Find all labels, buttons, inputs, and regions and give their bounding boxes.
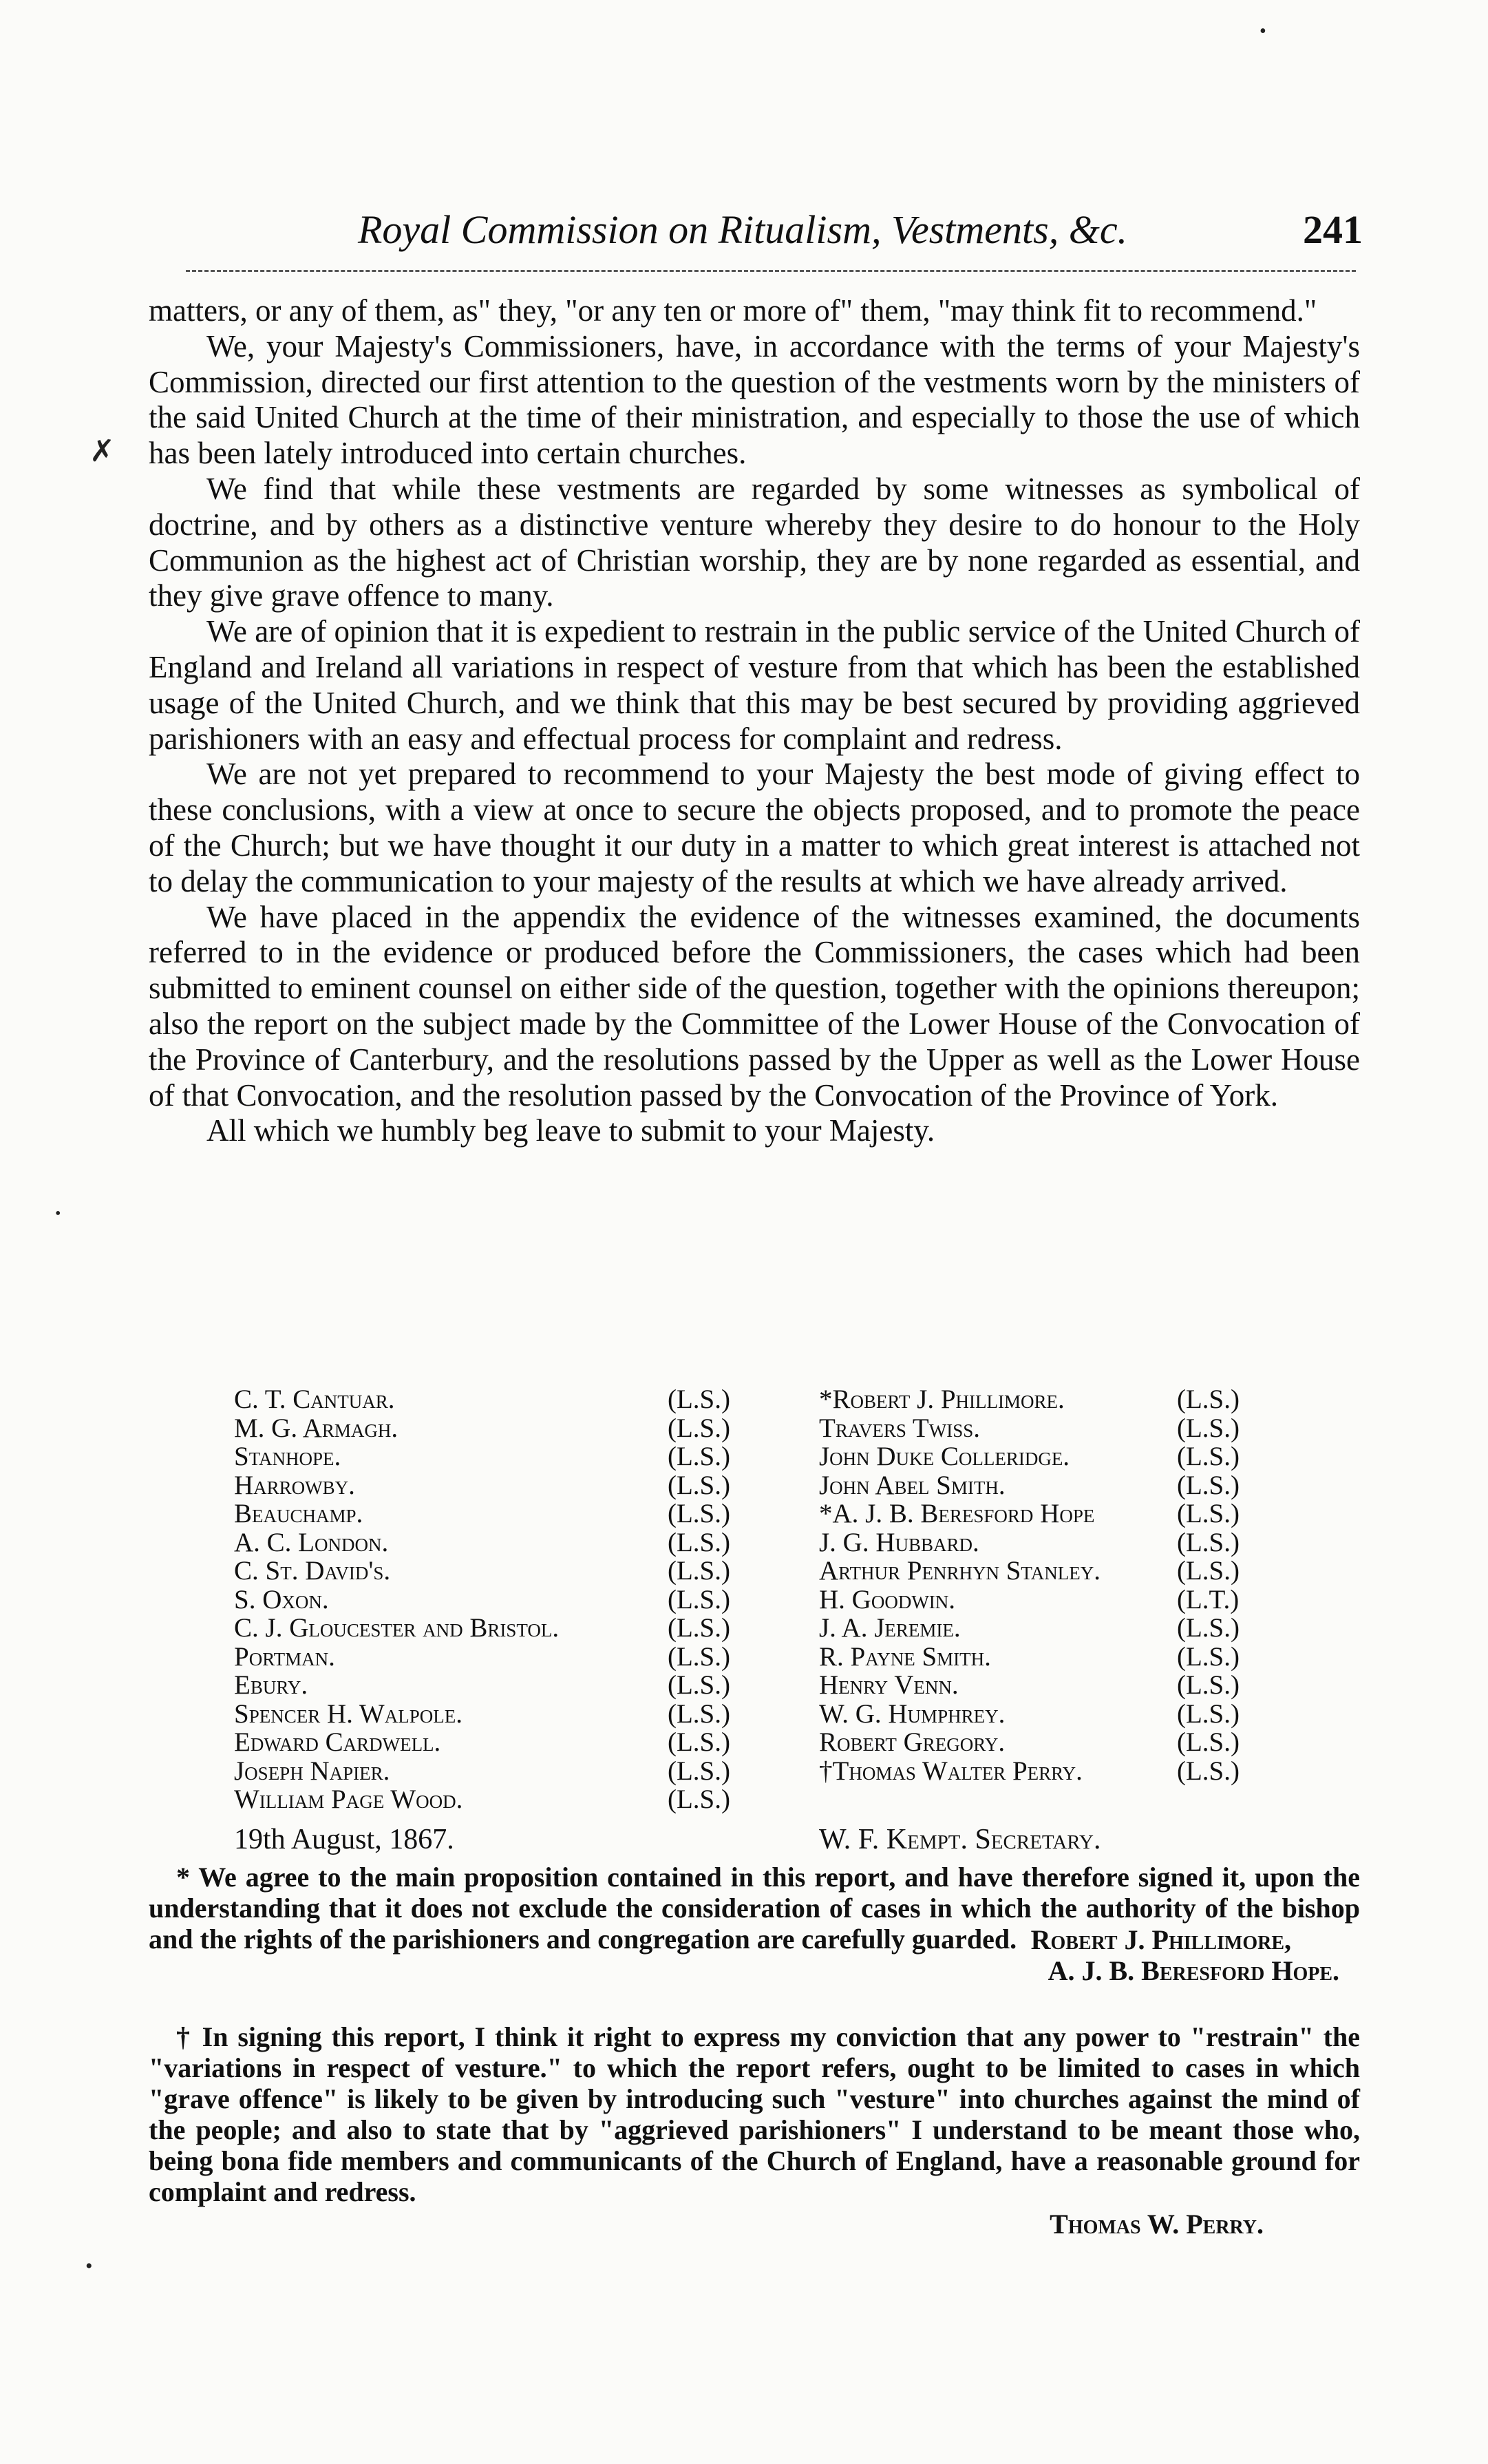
seal-mark: (L.S.) <box>668 1470 730 1500</box>
seal-mark: (L.S.) <box>1177 1470 1240 1500</box>
footnote-dagger <box>149 2021 1360 2240</box>
signatory-name: Beauchamp. <box>234 1499 363 1528</box>
seal-mark: (L.S.) <box>1177 1641 1240 1672</box>
signatory-name: H. Goodwin. <box>819 1584 956 1614</box>
signature-row <box>234 1384 1253 1413</box>
signatory-name: Joseph Napier. <box>234 1756 390 1786</box>
page-number: 241 <box>1303 207 1363 252</box>
signature-row <box>234 1584 1253 1613</box>
footnote-text: † In signing this report, I think it right to express my conviction that any power to "restrain" the "variations in respect of vesture." to which the report refers, ought to be limited to cases in which "grave offence" is likely to be given by introducing such "vesture" into churches against the mind of the people; and also to state that by "aggrieved parishioners" I understand to be meant those who, being bona fide members and communicants of the Church of England, have a reasonable ground for complaint and redress. <box>149 2021 1360 2207</box>
signatory-name: C. J. Gloucester and Bristol. <box>234 1613 560 1643</box>
signature-row <box>234 1641 1253 1670</box>
paragraph: matters, or any of them, as" they, "or any ten or more of" them, "may think fit to recommend." <box>149 293 1317 328</box>
signatory-name: *A. J. B. Beresford Hope <box>819 1499 1095 1528</box>
signatory-name: Stanhope. <box>234 1442 341 1471</box>
seal-mark: (L.S.) <box>668 1413 730 1443</box>
page-title: Royal Commission on Ritualism, Vestments, &c. <box>358 207 1128 252</box>
seal-mark: (L.S.) <box>668 1670 730 1700</box>
footnote-text: * We agree to the main proposition contained in this report, and have therefore signed it, upon the understanding that it does not exclude the consideration of cases in which the authority of the bishop and the rights of the parishioners and congregation are carefully guarded. <box>149 1862 1360 1955</box>
seal-mark: (L.T.) <box>1177 1584 1240 1614</box>
signature-row <box>234 1527 1253 1556</box>
paragraph: We have placed in the appendix the evidence of the witnesses examined, the documents referred to in the evidence or produced before the Commissioners, the cases which had been submitted to eminent counsel on either side of the question, together with the opinions thereupon; also the report on the subject made by the Committee of the Lower House of the Convocation of the Province of Canterbury, and the resolutions passed by the Upper as well as the Lower House of that Convocation, and the resolution passed by the Convocation of the Province of York. <box>149 899 1360 1113</box>
signatory-name: Arthur Penrhyn Stanley. <box>819 1556 1101 1586</box>
stray-mark: • <box>55 1205 61 1223</box>
signatory-name: *Robert J. Phillimore. <box>819 1384 1065 1414</box>
signatory-name: C. T. Cantuar. <box>234 1384 395 1414</box>
signatory-name: Harrowby. <box>234 1470 355 1500</box>
header-rule <box>186 270 1356 272</box>
signatory-name: Spencer H. Walpole. <box>234 1698 463 1729</box>
signature-row <box>234 1670 1253 1698</box>
signatory-name: C. St. David's. <box>234 1556 391 1586</box>
signatory-name: A. C. London. <box>234 1527 389 1557</box>
seal-mark: (L.S.) <box>668 1641 730 1672</box>
signature-row <box>234 1784 1253 1813</box>
report-body <box>149 293 1360 1149</box>
paragraph: We find that while these vestments are regarded by some witnesses as symbolical of doctrine, and by others as a distinctive venture whereby they desire to do honour to the Holy Communion as the highest act of Christian worship, they are by none regarded as essential, and they give grave offence to many. <box>149 471 1360 613</box>
seal-mark: (L.S.) <box>1177 1499 1240 1528</box>
signature-row <box>234 1756 1253 1784</box>
seal-mark: (L.S.) <box>1177 1756 1240 1786</box>
margin-annotation-mark: ✗ <box>89 434 115 468</box>
seal-mark: (L.S.) <box>1177 1556 1240 1586</box>
seal-mark: (L.S.) <box>668 1584 730 1614</box>
seal-mark: (L.S.) <box>668 1556 730 1586</box>
signatory-name: Edward Cardwell. <box>234 1727 441 1757</box>
signature-row <box>234 1413 1253 1442</box>
signatory-name: Ebury. <box>234 1670 308 1700</box>
footnote-signature: A. J. B. Beresford Hope. <box>1048 1955 1339 1986</box>
signature-row <box>234 1470 1253 1499</box>
signatory-name: R. Payne Smith. <box>819 1641 991 1672</box>
signatory-name: Henry Venn. <box>819 1670 959 1700</box>
seal-mark: (L.S.) <box>668 1698 730 1729</box>
seal-mark: (L.S.) <box>1177 1527 1240 1557</box>
stray-mark: • <box>1260 21 1266 42</box>
signature-row <box>234 1498 1253 1527</box>
signatory-name: John Abel Smith. <box>819 1470 1006 1500</box>
signatory-name: J. G. Hubbard. <box>819 1527 979 1557</box>
paragraph: All which we humbly beg leave to submit to your Majesty. <box>206 1113 935 1148</box>
signatory-name: †Thomas Walter Perry. <box>819 1756 1083 1786</box>
paragraph: We are of opinion that it is expedient to restrain in the public service of the United Church of England and Ireland all variations in respect of vesture from that which has been the established usage of the United Church, and we think that this may be best secured by providing aggrieved parishioners with an easy and effectual process for complaint and redress. <box>149 614 1360 756</box>
seal-mark: (L.S.) <box>1177 1670 1240 1700</box>
signatory-name: Robert Gregory. <box>819 1727 1006 1757</box>
signature-row <box>234 1441 1253 1470</box>
seal-mark: (L.S.) <box>1177 1442 1240 1471</box>
signatory-name: M. G. Armagh. <box>234 1413 398 1443</box>
stray-mark: • <box>85 2255 93 2277</box>
seal-mark: (L.S.) <box>668 1613 730 1643</box>
footnote-signature: Robert J. Phillimore, <box>1030 1924 1291 1955</box>
signature-row <box>234 1612 1253 1641</box>
footnote-signature: Thomas W. Perry. <box>1050 2209 1264 2240</box>
signatory-name: W. G. Humphrey. <box>819 1698 1006 1729</box>
signature-row <box>234 1727 1253 1756</box>
report-date: 19th August, 1867. <box>234 1824 454 1855</box>
seal-mark: (L.S.) <box>668 1442 730 1471</box>
seal-mark: (L.S.) <box>668 1527 730 1557</box>
running-header <box>358 207 1363 262</box>
seal-mark: (L.S.) <box>668 1756 730 1786</box>
signature-row <box>234 1555 1253 1584</box>
footnote-asterisk <box>149 1862 1360 1986</box>
paragraph: We, your Majesty's Commissioners, have, in accordance with the terms of your Majesty's Commission, directed our first attention to the question of the vestments worn by the ministers of the said United Church at the time of their ministration, and especially to those the use of which has been lately introduced into certain churches. <box>149 328 1360 471</box>
seal-mark: (L.S.) <box>668 1384 730 1414</box>
signatory-name: William Page Wood. <box>234 1784 463 1814</box>
signatory-name: S. Oxon. <box>234 1584 329 1614</box>
seal-mark: (L.S.) <box>1177 1727 1240 1757</box>
seal-mark: (L.S.) <box>668 1499 730 1528</box>
seal-mark: (L.S.) <box>1177 1384 1240 1414</box>
signatory-name: Portman. <box>234 1641 335 1672</box>
signature-row <box>234 1698 1253 1727</box>
seal-mark: (L.S.) <box>1177 1413 1240 1443</box>
signatory-name: John Duke Colleridge. <box>819 1442 1070 1471</box>
seal-mark: (L.S.) <box>668 1727 730 1757</box>
paragraph: We are not yet prepared to recommend to your Majesty the best mode of giving effect to these conclusions, with a view at once to secure the objects proposed, and to promote the peace of the Church; but we have thought it our duty in a matter to which great interest is attached not to delay the communication to your majesty of the results at which we have already arrived. <box>149 757 1360 898</box>
signatory-name: J. A. Jeremie. <box>819 1613 961 1643</box>
signatory-name: Travers Twiss. <box>819 1413 980 1443</box>
seal-mark: (L.S.) <box>668 1784 730 1814</box>
seal-mark: (L.S.) <box>1177 1613 1240 1643</box>
seal-mark: (L.S.) <box>1177 1698 1240 1729</box>
secretary-signature: W. F. Kempt. Secretary. <box>819 1824 1101 1855</box>
signature-list <box>234 1384 1253 1813</box>
